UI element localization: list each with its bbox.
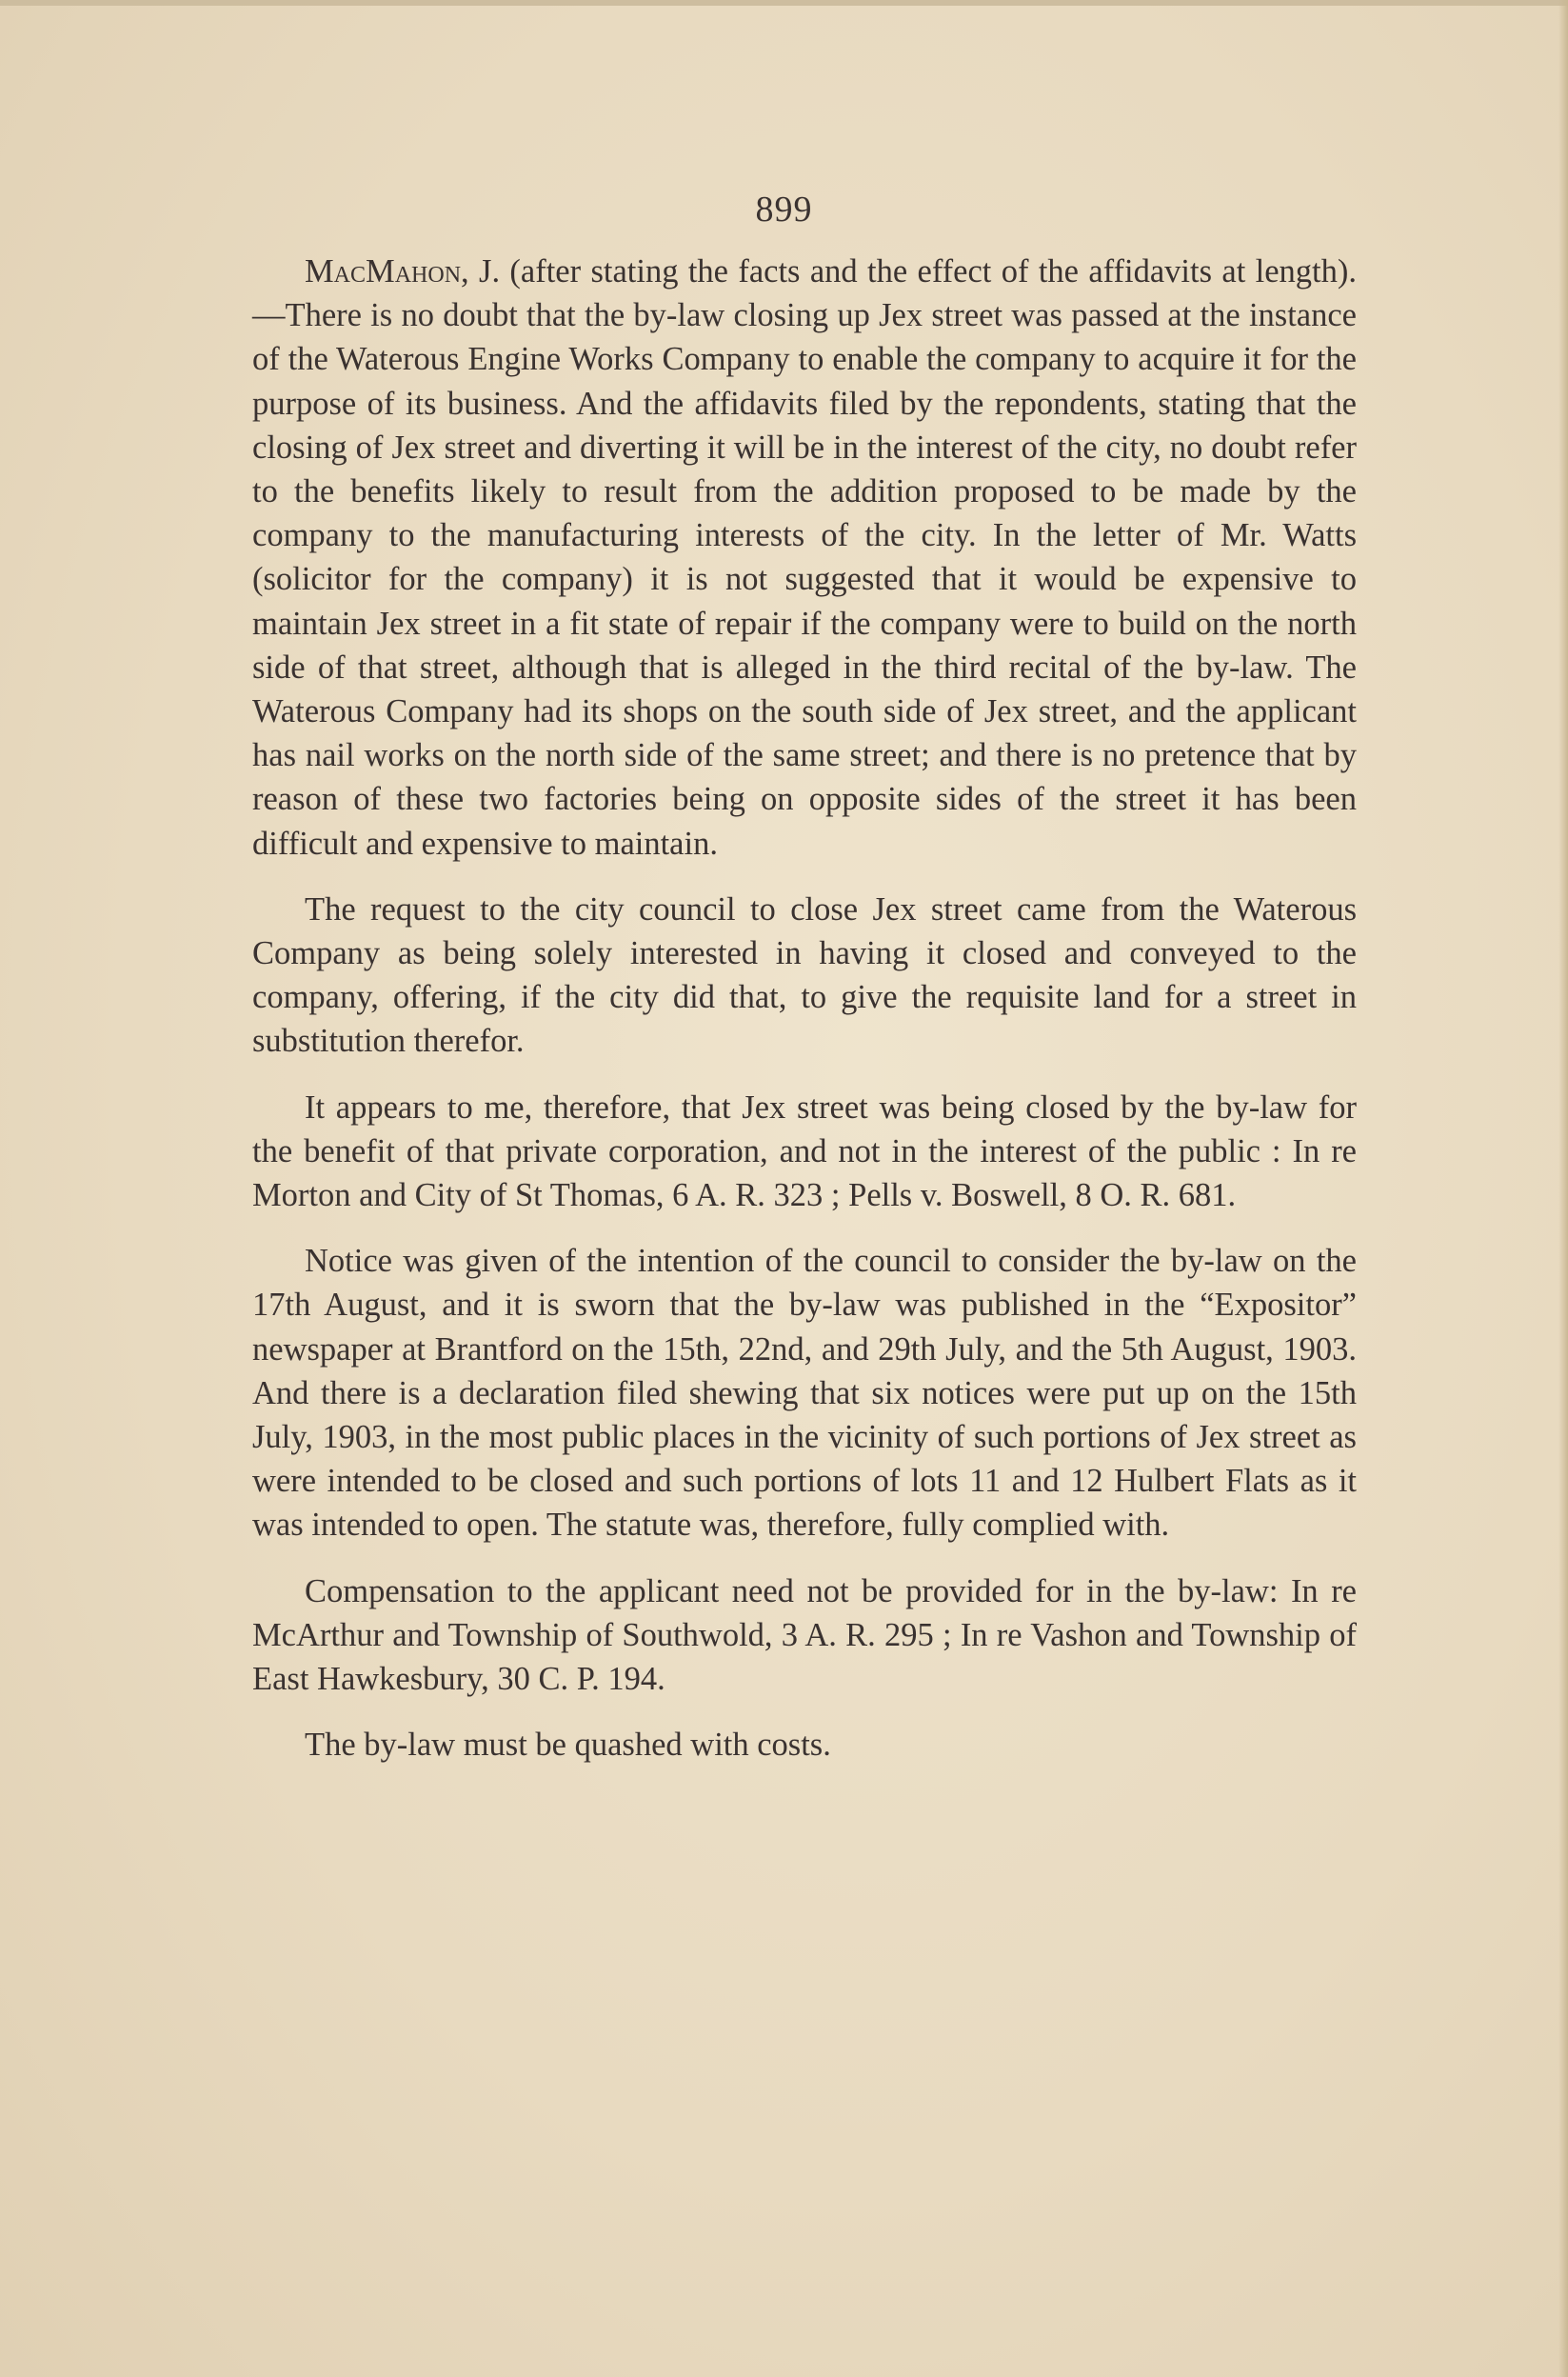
page-number: 899 <box>755 190 813 230</box>
paragraph-council-request <box>252 888 1357 1064</box>
body-text <box>252 250 1357 1768</box>
paragraph-text: Notice was given of the intention of the council to consider the by-law on the 17th August, and it is sworn that the by-law was published in the “Expositor” newspaper at Brantford on the 15th, 22nd, and 29th July, and the 5th August, 1903. And there is a declaration filed shewing that six notices were put up on the 15th July, 1903, in the most public places in the vicinity of such portions of Jex street as were intended to be closed and such portions of lots 11 and 12 Hulbert Flats as it was intended to open. The statute was, therefore, fully complied with. <box>252 1243 1357 1544</box>
paragraph-text: , J. (after stating the facts and the effect of the affidavits at length).—There is no doubt that the by-law closing up Jex street was passed at the instance of the Waterous Engine Works Company to enable the company to acquire it for the purpose of its business. And the affidavits filed by the repondents, stating that the closing of Jex street and diverting it will be in the interest of the city, no doubt refer to the benefits likely to result from the addition proposed to be made by the company to the manufacturing interests of the city. In the letter of Mr. Watts (solicitor for the company) it is not suggested that it would be expensive to maintain Jex street in a fit state of repair if the company were to build on the north side of that street, although that is alleged in the third recital of the by-law. The Waterous Company had its shops on the south side of Jex street, and the applicant has nail works on the north side of the same street; and there is no pretence that by reason of these two factories being on opposite sides of the street it has been difficult and expensive to maintain. <box>252 253 1357 862</box>
paragraph-conclusion <box>252 1723 1357 1767</box>
paragraph-text: The request to the city council to close Jex street came from the Waterous Company as being solely interested in having it closed and conveyed to the company, offering, if the city did that, to give the requisite land for a street in substitution therefor. <box>252 890 1357 1060</box>
paragraph-notice <box>252 1239 1357 1547</box>
judge-name: MacMahon <box>305 253 462 290</box>
page-top-edge <box>0 0 1568 6</box>
paragraph-text: The by-law must be quashed with costs. <box>305 1727 831 1764</box>
paragraph-private-benefit <box>252 1086 1357 1218</box>
paragraph-judgment-opening <box>252 250 1357 866</box>
paragraph-text: Compensation to the applicant need not be provided for in the by-law: In re McArthur and Township of Southwold, 3 A. R. 295 ; In re Vashon and Township of East Hawkesbury, 30 C. P. 194. <box>252 1572 1357 1698</box>
page-right-edge <box>1558 0 1568 2377</box>
paragraph-compensation <box>252 1569 1357 1702</box>
paragraph-text: It appears to me, therefore, that Jex street was being closed by the by-law for the benefit of that private corporation, and not in the interest of the public : In re Morton and City of St Thomas, 6 A. R. 323 ; Pells v. Boswell, 8 O. R. 681. <box>252 1089 1357 1214</box>
